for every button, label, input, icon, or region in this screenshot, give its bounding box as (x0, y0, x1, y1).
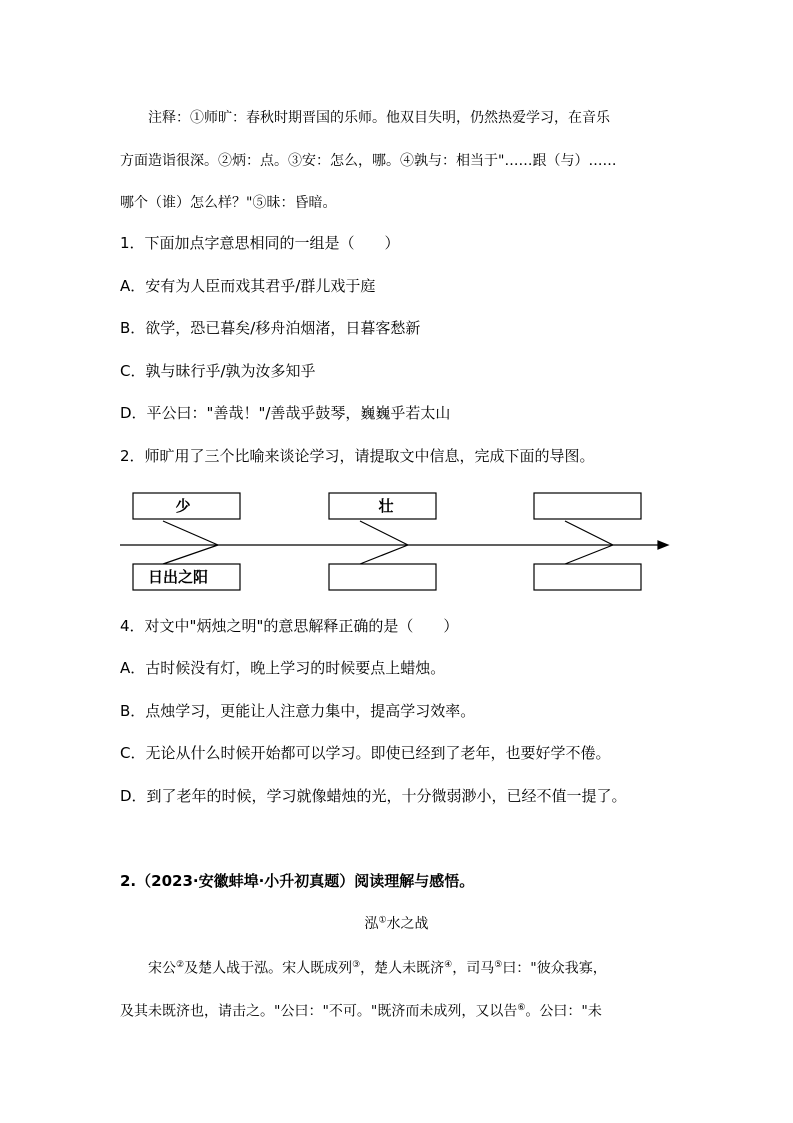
box-top-1-label: 少 (175, 497, 191, 515)
p1-seg-b: 及楚人战于泓。宋人既成列 (184, 960, 353, 977)
annotation-line-3: 哪个（谁）怎么样？"⑤昧：昏暗。 (120, 195, 337, 211)
box-top-3 (534, 493, 641, 519)
box-bottom-1-label: 日出之阳 (147, 568, 209, 586)
passage-title-pre: 泓 (364, 916, 379, 932)
p1-mark-4: ⑤ (494, 960, 503, 970)
p1-seg-c: ，楚人未既济 (360, 960, 445, 977)
p1-seg-d: ，司马 (452, 960, 495, 977)
passage-title (0, 913, 793, 933)
passage-paragraph-line-1 (148, 955, 607, 979)
p1-mark-1: ② (176, 960, 185, 970)
p1-mark-2: ③ (352, 960, 361, 970)
p2-mark: ⑥ (517, 1003, 526, 1013)
question-4-option-c: C．无论从什么时候开始都可以学习。即使已经到了老年，也要好学不倦。 (120, 744, 611, 762)
branch-1-upper (163, 521, 218, 545)
p1-seg-a: 宋公 (148, 960, 176, 977)
arrow-head (658, 541, 668, 549)
question-1-option-c: C．孰与昧行乎/孰为汝多知乎 (120, 362, 316, 380)
branch-3-upper (565, 521, 613, 545)
branch-2-upper (360, 521, 408, 545)
question-4-option-d: D．到了老年的时候，学习就像蜡烛的光，十分微弱渺小，已经不值一提了。 (120, 787, 627, 805)
question-1-option-a: A．安有为人臣而戏其君乎/群儿戏于庭 (120, 277, 376, 295)
question-1-option-b: B．欲学，恐已暮矣/移舟泊烟渚，日暮客愁新 (120, 319, 421, 337)
section-2-heading: 2.（2023·安徽蚌埠·小升初真题）阅读理解与感悟。 (120, 872, 475, 890)
passage-paragraph-line-2 (120, 998, 602, 1022)
question-2-stem: 2．师旷用了三个比喻来谈论学习，请提取文中信息，完成下面的导图。 (120, 447, 595, 465)
box-top-2-label: 壮 (378, 497, 394, 515)
passage-title-footnote-mark: ① (378, 915, 387, 926)
question-1-stem: 1．下面加点字意思相同的一组是（ ） (120, 234, 400, 252)
annotation-line-2: 方面造诣很深。②炳：点。③安：怎么，哪。④孰与：相当于"……跟（与）…… (120, 153, 617, 169)
mind-map-diagram (0, 480, 793, 600)
branch-3-lower (565, 545, 613, 564)
question-4-option-b: B．点烛学习，更能让人注意力集中，提高学习效率。 (120, 702, 476, 720)
branch-1-lower (163, 545, 218, 564)
box-bottom-2 (329, 564, 436, 590)
branch-2-lower (360, 545, 408, 564)
p2-seg-b: 。公曰："未 (525, 1003, 602, 1020)
question-4-option-a: A．古时候没有灯，晚上学习的时候要点上蜡烛。 (120, 659, 446, 677)
annotation-line-1: 注释：①师旷：春秋时期晋国的乐师。他双目失明，仍然热爱学习，在音乐 (148, 110, 610, 126)
p1-seg-e: 曰："彼众我寡， (502, 960, 607, 977)
p2-seg-a: 及其未既济也，请击之。"公曰："不可。"既济而未成列，又以告 (120, 1003, 518, 1020)
question-1-option-d: D．平公曰："善哉！"/善哉乎鼓琴，巍巍乎若太山 (120, 404, 451, 422)
question-4-stem: 4．对文中"炳烛之明"的意思解释正确的是（ ） (120, 617, 459, 635)
box-bottom-3 (534, 564, 641, 590)
passage-title-post: 水之战 (386, 916, 429, 932)
p1-mark-3: ④ (444, 960, 453, 970)
